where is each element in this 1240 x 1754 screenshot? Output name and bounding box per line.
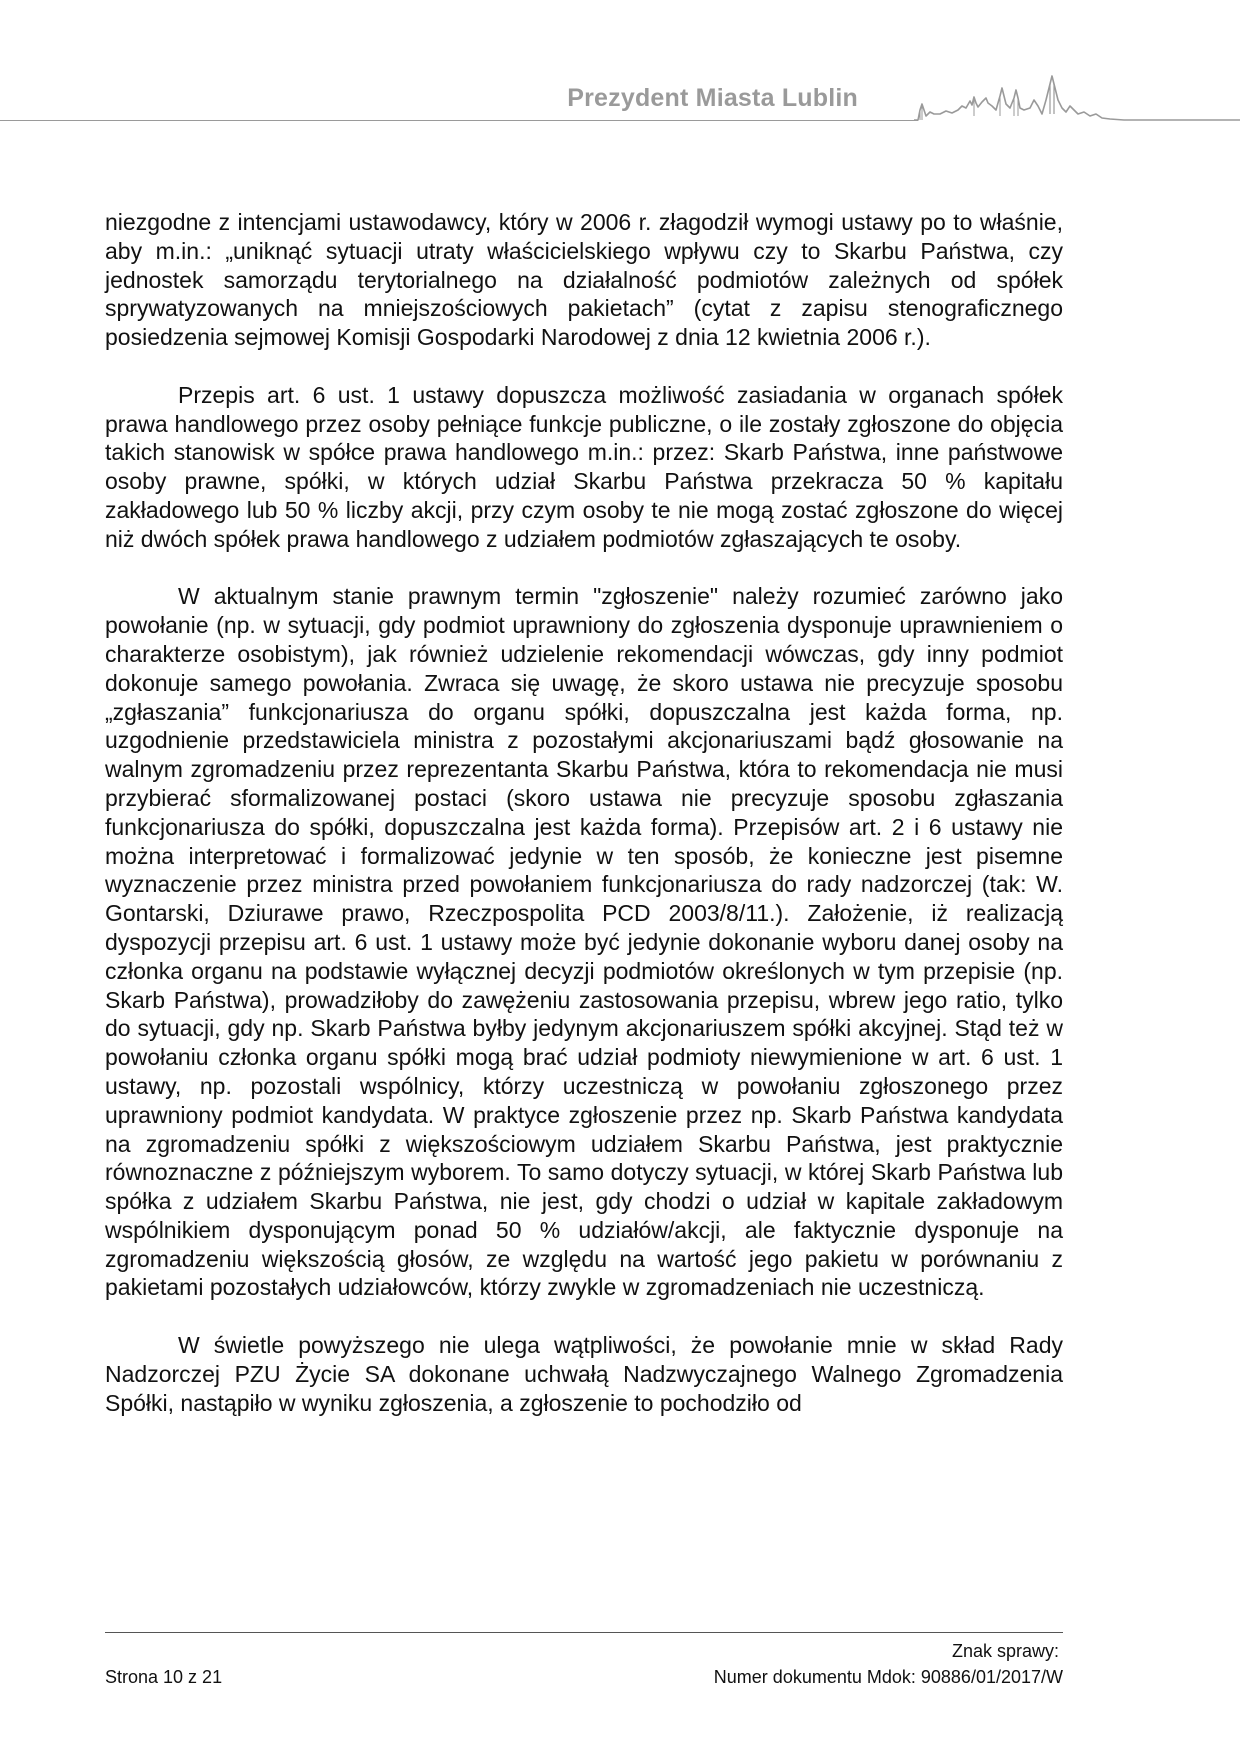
footer-rule (105, 1632, 1063, 1633)
paragraph-3: W aktualnym stanie prawnym termin "zgłoszenie" należy rozumieć zarówno jako powołanie (np. w sytuacji, gdy podmiot uprawniony do zgłoszenia dysponuje uprawnieniem o charakterze osobistym), jak również udzielenie rekomendacji wówczas, gdy inny podmiot dokonuje samego powołania. Zwraca się uwagę, że skoro ustawa nie precyzuje sposobu „zgłaszania” funkcjonariusza do organu spółki, dopuszczalna jest każda forma, np. uzgodnienie przedstawiciela ministra z pozostałymi akcjonariuszami bądź głosowanie na walnym zgromadzeniu przez reprezentanta Skarbu Państwa, która to rekomendacja nie musi przybierać sformalizowanej postaci (skoro ustawa nie precyzuje sposobu zgłaszania funkcjonariusza do spółki, dopuszczalna jest każda forma). Przepisów art. 2 i 6 ustawy nie można interpretować i formalizować jedynie w ten sposób, że konieczne jest pisemne wyznaczenie przez ministra przed powołaniem funkcjonariusza do rady nadzorczej (tak: W. Gontarski, Dziurawe prawo, Rzeczpospolita PCD 2003/8/11.). Założenie, iż realizacją dyspozycji przepisu art. 6 ust. 1 ustawy może być jedynie dokonanie wyboru danej osoby na członka organu na podstawie wyłącznej decyzji podmiotów określonych w tym przepisie (np. Skarb Państwa), prowadziłoby do zawężeniu zastosowania przepisu, wbrew jego ratio, tylko do sytuacji, gdy np. Skarb Państwa byłby jedynym akcjonariuszem spółki akcyjnej. Stąd też w powołaniu członka organu spółki mogą brać udział podmioty niewymienione w art. 6 ust. 1 ustawy, np. pozostali wspólnicy, którzy uczestniczą w powołaniu zgłoszonego przez uprawniony podmiot kandydata. W praktyce zgłoszenie przez np. Skarb Państwa kandydata na zgromadzeniu spółki z większościowym udziałem Skarbu Państwa, jest praktycznie równoznaczne z późniejszym wyborem. To samo dotyczy sytuacji, w której Skarb Państwa lub spółka z udziałem Skarbu Państwa, nie jest, gdy chodzi o udział w kapitale zakładowym wspólnikiem dysponującym ponad 50 % udziałów/akcji, ale faktycznie dysponuje na zgromadzeniu większością głosów, ze względu na wartość jego pakietu w porównaniu z pakietami pozostałych udziałowców, którzy zwykle w zgromadzeniach nie uczestniczą. (105, 583, 1063, 1301)
header-rule (0, 120, 918, 121)
paragraph-4: W świetle powyższego nie ulega wątpliwości, że powołanie mnie w skład Rady Nadzorczej PZU Życie SA dokonane uchwałą Nadzwyczajnego Walnego Zgromadzenia Spółki, nastąpiło w wyniku zgłoszenia, a zgłoszenie to pochodziło od (105, 1332, 1063, 1416)
page-footer (105, 1636, 1063, 1696)
page-header (0, 70, 1240, 130)
document-body (105, 208, 1063, 1446)
paragraph-1: niezgodne z intencjami ustawodawcy, który w 2006 r. złagodził wymogi ustawy po to właśnie, aby m.in.: „uniknąć sytuacji utraty właścicielskiego wpływu czy to Skarbu Państwa, czy jednostek samorządu terytorialnego na działalność podmiotów zależnych od spółek sprywatyzowanych na mniejszościowych pakietach” (cytat z zapisu stenograficznego posiedzenia sejmowej Komisji Gospodarki Narodowej z dnia 12 kwietnia 2006 r.). (105, 209, 1063, 351)
case-reference-label: Znak sprawy: (951, 1641, 1059, 1661)
paragraph-2: Przepis art. 6 ust. 1 ustawy dopuszcza możliwość zasiadania w organach spółek prawa handlowego przez osoby pełniące funkcje publiczne, o ile zostały zgłoszone do objęcia takich stanowisk w spółce prawa handlowego m.in.: przez: Skarb Państwa, inne państwowe osoby prawne, spółki, w których udział Skarbu Państwa przekracza 50 % kapitału zakładowego lub 50 % liczby akcji, przy czym osoby te nie mogą zostać zgłoszone do więcej niż dwóch spółek prawa handlowego z udziałem podmiotów zgłaszających te osoby. (105, 381, 1063, 552)
lublin-skyline-icon (914, 70, 1240, 130)
page-number: Strona 10 z 21 (105, 1667, 223, 1687)
header-title: Prezydent Miasta Lublin (567, 84, 858, 112)
document-number: Numer dokumentu Mdok: 90886/01/2017/W (713, 1667, 1063, 1687)
